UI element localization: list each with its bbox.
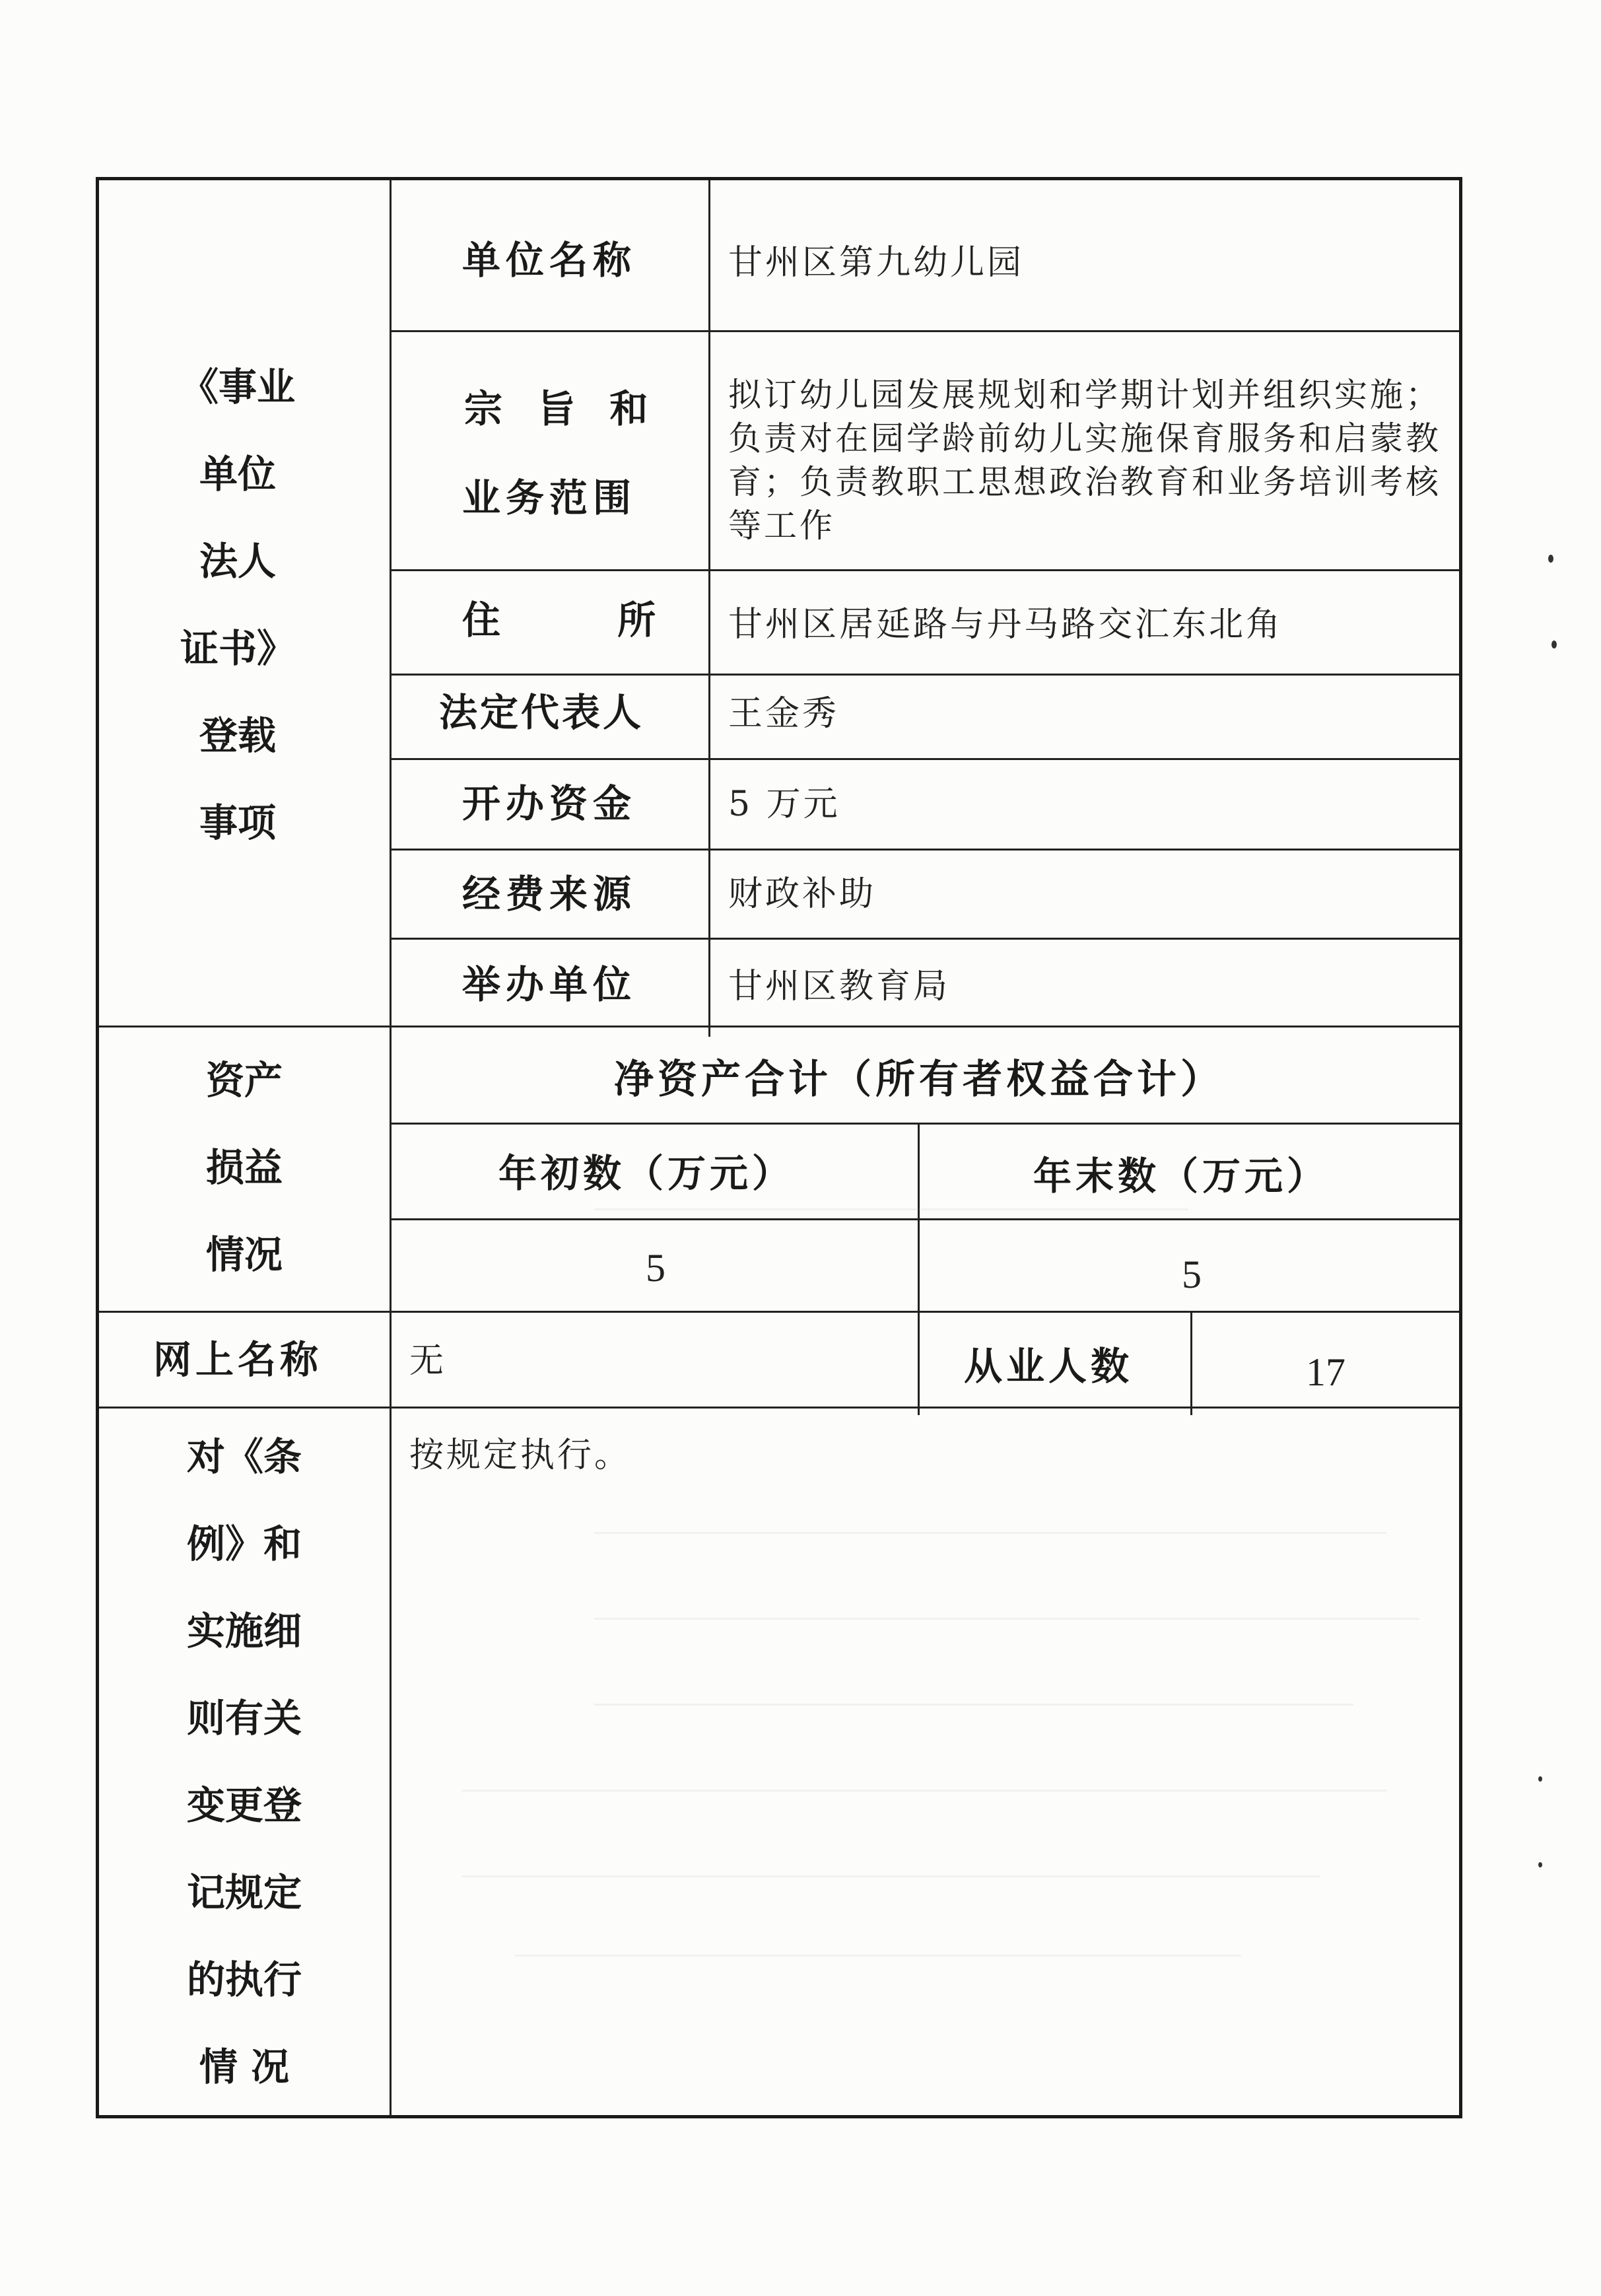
year-end-label: 年末数（万元） [1033, 1154, 1330, 1199]
capital-value: 5 万元 [728, 784, 840, 824]
compliance-value: 按规定执行。 [409, 1436, 632, 1475]
sponsor-label: 举办单位 [462, 962, 637, 1007]
funding-label: 经费来源 [462, 872, 637, 917]
divider [1190, 1313, 1192, 1415]
divider [392, 569, 1459, 571]
bleed-through-mark [462, 1875, 1320, 1877]
divider [392, 758, 1459, 760]
compliance-section-label: 对《条 例》和 实施细 则有关 变更登 记规定 的执行 情 况 [186, 1434, 302, 2089]
address-label: 住 所 [462, 598, 662, 643]
year-start-value: 5 [646, 1246, 665, 1290]
divider [99, 1407, 1459, 1409]
purpose-value: 拟订幼儿园发展规划和学期计划并组织实施；负责对在园学龄前幼儿实施保育服务和启蒙教育；负责教职工思想政治教育和业务培训考核等工作 [728, 376, 1441, 545]
purpose-label-line2: 业务范围 [462, 475, 637, 520]
bleed-through-mark [462, 1790, 1386, 1792]
funding-value: 财政补助 [728, 874, 877, 914]
staff-value: 17 [1306, 1350, 1346, 1394]
paper-speck [1538, 1776, 1542, 1782]
assets-section-label: 资产 损益 情况 [205, 1058, 283, 1277]
registration-section-label: 《事业 单位 法人 证书》 登载 事项 [180, 365, 295, 845]
staff-label: 从业人数 [964, 1344, 1134, 1389]
year-end-value: 5 [1182, 1253, 1202, 1296]
divider [918, 1125, 920, 1415]
divider [392, 1218, 1459, 1220]
purpose-label-line1: 宗 旨 和 [464, 386, 659, 431]
bleed-through-mark [594, 1532, 1386, 1534]
paper-speck [1548, 555, 1553, 563]
paper-speck [1538, 1862, 1542, 1867]
paper-speck [1551, 641, 1557, 648]
online-name-value: 无 [409, 1341, 447, 1381]
net-assets-header: 净资产合计（所有者权益合计） [614, 1057, 1224, 1103]
unit-name-value: 甘州区第九幼儿园 [728, 243, 1025, 283]
divider [392, 1123, 1459, 1125]
address-value: 甘州区居延路与丹马路交汇东北角 [728, 605, 1283, 644]
legal-rep-label: 法定代表人 [439, 690, 644, 735]
sponsor-value: 甘州区教育局 [728, 967, 951, 1006]
bleed-through-mark [594, 1618, 1419, 1620]
bleed-through-mark [594, 1208, 1188, 1210]
unit-name-label: 单位名称 [462, 238, 637, 283]
capital-label: 开办资金 [462, 781, 637, 826]
divider [390, 180, 392, 1455]
bleed-through-mark [515, 1955, 1241, 1957]
divider [99, 1026, 1459, 1027]
legal-rep-value: 王金秀 [728, 694, 840, 734]
divider [99, 1311, 1459, 1313]
bleed-through-mark [594, 1704, 1353, 1706]
divider [392, 938, 1459, 940]
divider [392, 674, 1459, 676]
year-start-label: 年初数（万元） [498, 1151, 795, 1196]
divider [390, 1407, 392, 2116]
divider [392, 330, 1459, 332]
divider [392, 849, 1459, 851]
online-name-label: 网上名称 [153, 1337, 323, 1382]
divider [708, 180, 710, 1037]
